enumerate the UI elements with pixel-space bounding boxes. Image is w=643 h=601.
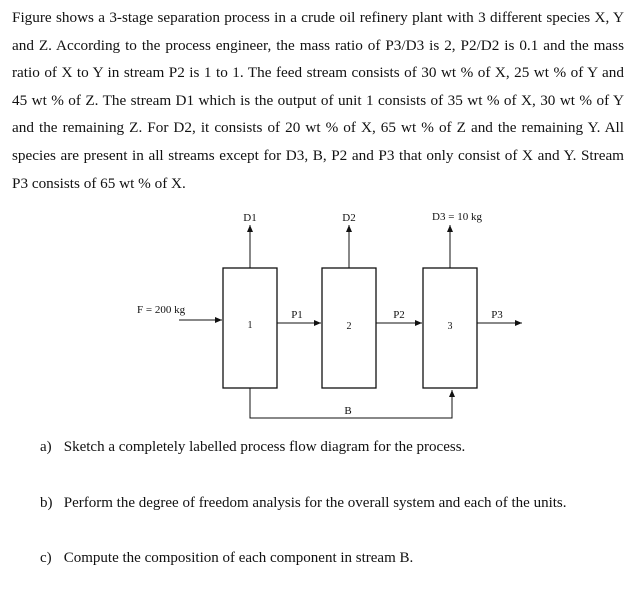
d1-stream-label: D1	[243, 212, 257, 224]
p1-stream-label: P1	[291, 309, 303, 321]
unit-3-label: 3	[447, 321, 453, 332]
question-b-label: b)	[40, 495, 53, 511]
problem-statement: Figure shows a 3-stage separation process in a crude oil refinery plant with 3 different species X, Y and Z. According to the process engineer, the mass ratio of P3/D3 is 2, P2/D2 is 0.1 and the mass ratio of X to Y in stream P2 is 1 to 1. The feed stream consists of 30 wt % of X, 25 wt % of Y and 45 wt % of Z. The stream D1 which is the output of unit 1 consists of 35 wt % of X, 30 wt % of Y and the remaining Z. For D2, it consists of 20 wt % of X, 65 wt % of Z and the remaining Y. All species are present in all streams except for D3, B, P2 and P3 that only consist of X and Y. Stream P3 consists of 65 wt % of X.	[12, 9, 624, 192]
question-b	[40, 495, 567, 512]
feed-stream-label: F = 200 kg	[137, 304, 186, 316]
question-c-label: c)	[40, 550, 52, 566]
unit-1-label: 1	[247, 320, 253, 331]
question-c-text: Compute the composition of each component in stream B.	[63, 550, 414, 566]
question-b-text: Perform the degree of freedom analysis for the overall system and each of the units.	[63, 495, 567, 511]
question-c	[40, 550, 413, 567]
p2-stream-label: P2	[393, 309, 405, 321]
question-a-label: a)	[40, 439, 52, 455]
question-a-text: Sketch a completely labelled process flow diagram for the process.	[63, 439, 466, 455]
d3-stream-label: D3 = 10 kg	[432, 211, 482, 223]
unit-2-label: 2	[346, 321, 352, 332]
b-stream-label: B	[344, 405, 352, 417]
p3-stream-label: P3	[491, 309, 503, 321]
question-a	[40, 439, 465, 456]
d2-stream-label: D2	[342, 212, 356, 224]
